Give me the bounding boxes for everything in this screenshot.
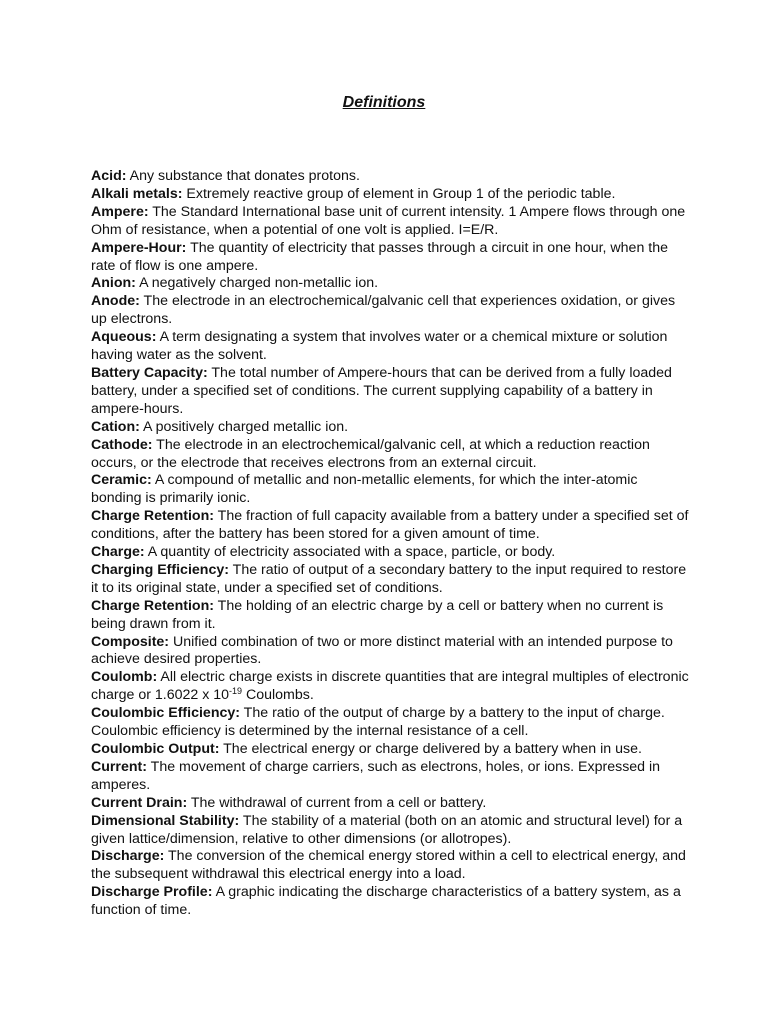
definition-entry xyxy=(91,598,691,634)
definition-entry xyxy=(91,634,691,670)
definition-term: Aqueous: xyxy=(91,329,157,346)
definition-text: The ratio of output of a secondary battery to the input required to restore it to its original state, under a specified set of conditions. xyxy=(91,561,687,596)
definition-text: The ratio of the output of charge by a battery to the input of charge. Coulombic efficiency is determined by the internal resistance of a cell. xyxy=(91,705,665,740)
definition-text: The total number of Ampere-hours that can be derived from a fully loaded battery, under a specified set of conditions. The current supplying capability of a battery in ampere-hours. xyxy=(91,364,672,417)
definition-text: A term designating a system that involves water or a chemical mixture or solution having water as the solvent. xyxy=(91,329,668,364)
definition-entry xyxy=(91,186,691,204)
definitions-list xyxy=(91,168,691,920)
definition-term: Ampere-Hour: xyxy=(91,239,187,256)
definition-entry xyxy=(91,759,691,795)
definition-text: The Standard International base unit of current intensity. 1 Ampere flows through one Ohm of resistance, when a potential of one volt is applied. I=E/R. xyxy=(91,203,686,238)
definition-text: A quantity of electricity associated with a space, particle, or body. xyxy=(144,544,556,561)
definition-text-continued: Coulombs. xyxy=(242,687,314,704)
definition-term: Dimensional Stability: xyxy=(91,812,240,829)
definition-term: Acid: xyxy=(91,168,127,184)
definition-term: Charge Retention: xyxy=(91,508,214,525)
definition-entry xyxy=(91,741,691,759)
definition-text: A positively charged metallic ion. xyxy=(139,418,349,435)
definition-term: Composite: xyxy=(91,633,170,650)
definition-entry xyxy=(91,795,691,813)
definition-text: Any substance that donates protons. xyxy=(126,168,360,184)
definition-entry xyxy=(91,293,691,329)
definition-term: Coulombic Efficiency: xyxy=(91,705,240,722)
definition-entry xyxy=(91,884,691,920)
definition-term: Ampere: xyxy=(91,203,149,220)
definition-text: The withdrawal of current from a cell or battery. xyxy=(187,794,487,811)
definition-entry xyxy=(91,365,691,419)
definition-entry xyxy=(91,669,691,705)
definition-text: The conversion of the chemical energy stored within a cell to electrical energy, and the subsequent withdrawal this electrical energy into a load. xyxy=(91,848,686,883)
definition-term: Battery Capacity: xyxy=(91,364,208,381)
definition-entry xyxy=(91,204,691,240)
definition-term: Ceramic: xyxy=(91,472,152,489)
definition-term: Alkali metals: xyxy=(91,185,183,202)
definition-text: The stability of a material (both on an atomic and structural level) for a given lattice/dimension, relative to other dimensions (or allotropes). xyxy=(91,812,683,847)
definition-entry xyxy=(91,275,691,293)
definition-text: Extremely reactive group of element in Group 1 of the periodic table. xyxy=(182,185,616,202)
page-title: Definitions xyxy=(342,94,426,111)
definition-entry xyxy=(91,240,691,276)
definition-entry xyxy=(91,544,691,562)
definition-entry xyxy=(91,168,691,186)
definition-term: Charging Efficiency: xyxy=(91,561,229,578)
definition-text: A compound of metallic and non-metallic elements, for which the inter-atomic bonding is primarily ionic. xyxy=(91,472,638,507)
definition-text: A negatively charged non-metallic ion. xyxy=(135,275,379,292)
definition-entry xyxy=(91,437,691,473)
definition-text: All electric charge exists in discrete quantities that are integral multiples of electronic charge or 1.6022 x 10 xyxy=(91,669,689,704)
definition-term: Cation: xyxy=(91,418,140,435)
definition-term: Anode: xyxy=(91,293,140,310)
definition-text: The holding of an electric charge by a cell or battery when no current is being drawn from it. xyxy=(91,597,664,632)
definition-term: Discharge: xyxy=(91,848,165,865)
definition-term: Coulombic Output: xyxy=(91,741,220,757)
definition-text: Unified combination of two or more distinct material with an intended purpose to achieve desired properties. xyxy=(91,633,673,668)
definition-term: Current Drain: xyxy=(91,794,188,811)
definition-term: Coulomb: xyxy=(91,669,158,686)
definition-entry xyxy=(91,419,691,437)
definition-entry xyxy=(91,848,691,884)
exponent-superscript: -19 xyxy=(229,686,243,697)
definition-entry xyxy=(91,705,691,741)
definition-term: Current: xyxy=(91,758,147,775)
definition-text: The movement of charge carriers, such as electrons, holes, or ions. Expressed in amperes. xyxy=(91,758,661,793)
definition-text: A graphic indicating the discharge characteristics of a battery system, as a function of time. xyxy=(91,884,681,919)
definition-entry xyxy=(91,813,691,849)
definition-term: Charge: xyxy=(91,544,145,561)
definition-entry xyxy=(91,329,691,365)
definition-text: The electrical energy or charge delivered by a battery when in use. xyxy=(219,741,642,757)
definition-term: Cathode: xyxy=(91,436,153,453)
definition-text: The fraction of full capacity available from a battery under a specified set of conditions, after the battery has been stored for a given amount of time. xyxy=(91,508,689,543)
definition-text: The electrode in an electrochemical/galvanic cell that experiences oxidation, or gives up electrons. xyxy=(91,293,676,328)
definition-term: Charge Retention: xyxy=(91,597,214,614)
definition-entry xyxy=(91,508,691,544)
definition-entry xyxy=(91,562,691,598)
definition-entry xyxy=(91,472,691,508)
definition-term: Anion: xyxy=(91,275,136,292)
definition-text: The electrode in an electrochemical/galvanic cell, at which a reduction reaction occurs, or the electrode that receives electrons from an external circuit. xyxy=(91,436,650,471)
definition-term: Discharge Profile: xyxy=(91,884,213,901)
definition-text: The quantity of electricity that passes through a circuit in one hour, when the rate of flow is one ampere. xyxy=(91,239,668,274)
